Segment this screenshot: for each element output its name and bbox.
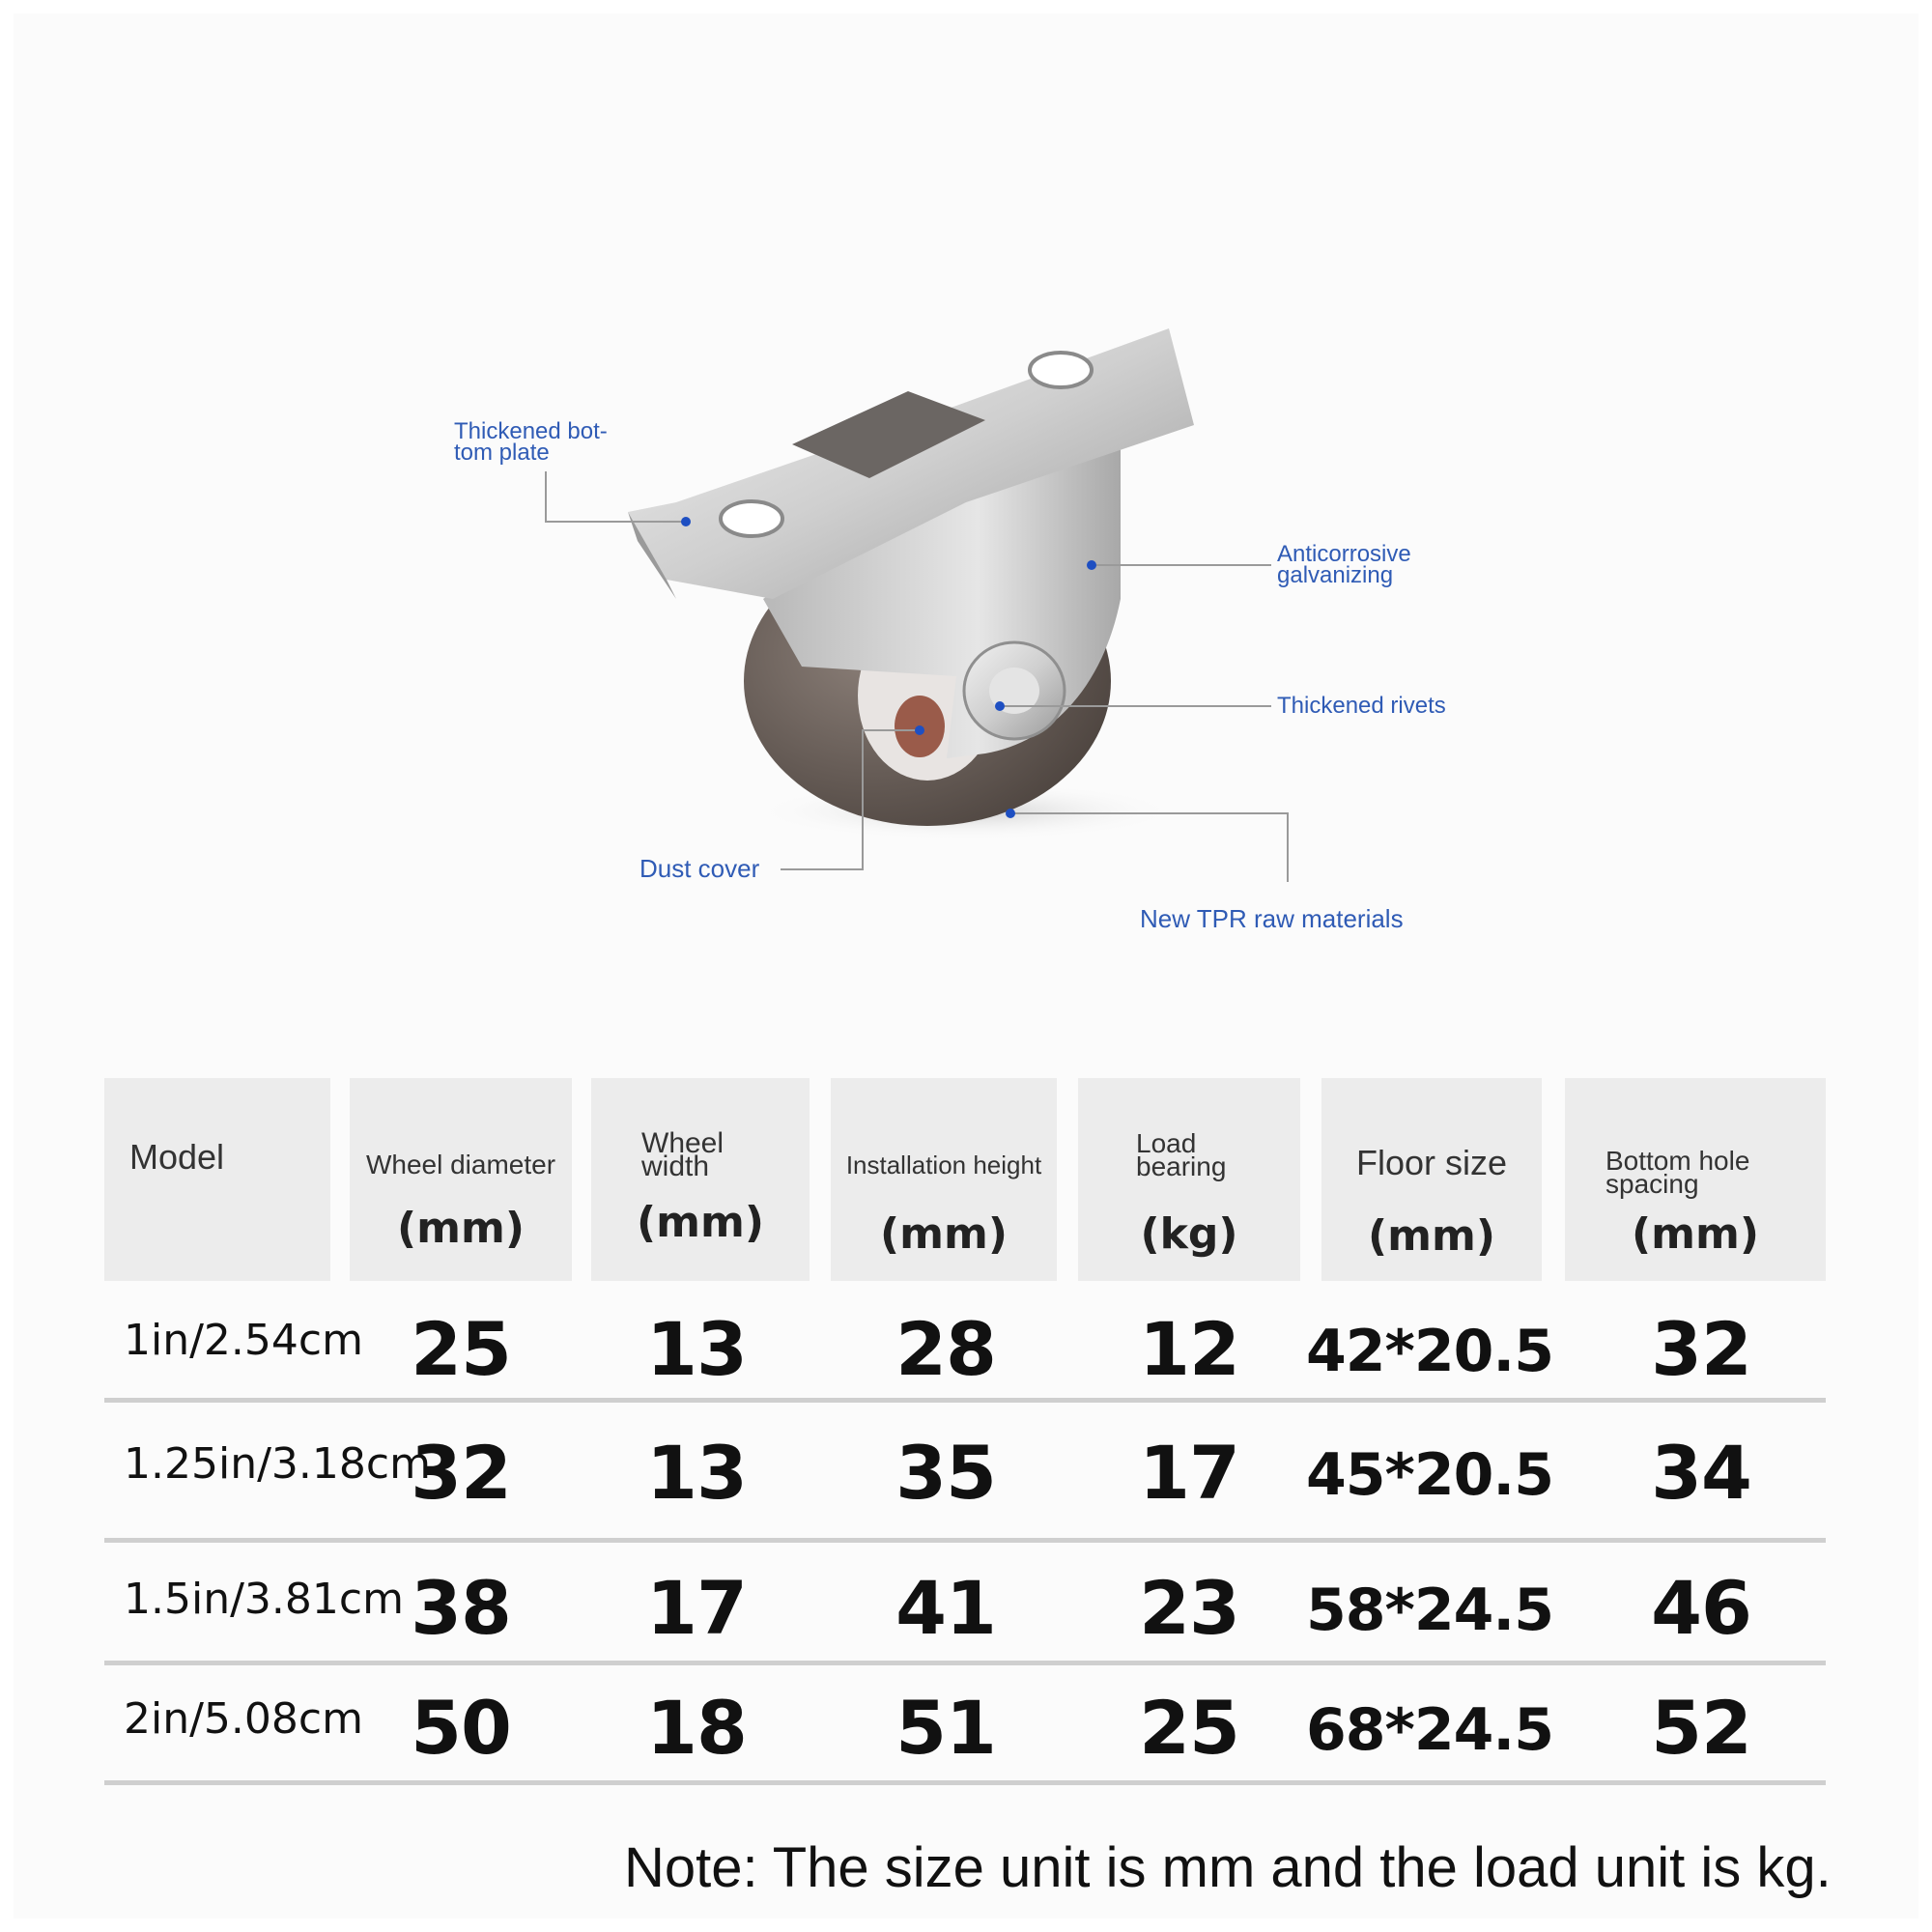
header-load-bearing (1078, 1078, 1300, 1281)
callout-rivets: Thickened rivets (1277, 693, 1446, 719)
header-wheel-width-line-2: width (641, 1151, 710, 1182)
cell-wheel-width: 17 (646, 1565, 747, 1651)
cell-load-bearing: 25 (1139, 1685, 1239, 1771)
cell-floor-size: 58*24.5 (1306, 1577, 1553, 1644)
cell-wheel-diameter: 25 (411, 1306, 511, 1392)
header-wheel-width (591, 1078, 810, 1281)
header-load-bearing-line-1: Load (1136, 1128, 1197, 1158)
header-load-bearing-label (1136, 1128, 1300, 1181)
cell-model: 1.25in/3.18cm (124, 1439, 431, 1489)
header-model-label: Model (129, 1137, 225, 1177)
table-row (104, 1418, 1826, 1524)
table-row (104, 1673, 1826, 1779)
cell-load-bearing: 12 (1139, 1306, 1239, 1392)
cell-wheel-diameter: 50 (411, 1685, 511, 1771)
callout-dust-cover: Dust cover (639, 854, 760, 883)
cell-floor-size: 68*24.5 (1306, 1696, 1553, 1764)
cell-load-bearing: 23 (1139, 1565, 1239, 1651)
header-floor-size-unit: (mm) (1368, 1211, 1495, 1261)
cell-installation-height: 41 (895, 1565, 996, 1651)
header-wheel-width-label (641, 1127, 810, 1182)
cell-bottom-hole-spacing: 52 (1651, 1685, 1751, 1771)
dot-bottom-plate (681, 517, 691, 526)
callout-galvanizing-line-2: galvanizing (1277, 562, 1394, 588)
cell-wheel-width: 18 (646, 1685, 747, 1771)
cell-model: 1.5in/3.81cm (124, 1575, 404, 1624)
header-wheel-diameter-unit: (mm) (397, 1204, 525, 1253)
cell-bottom-hole-spacing: 46 (1651, 1565, 1751, 1651)
callout-bottom-plate (454, 418, 608, 466)
cell-installation-height: 28 (895, 1306, 996, 1392)
cell-installation-height: 51 (895, 1685, 996, 1771)
header-installation-height (831, 1078, 1057, 1281)
table-row (104, 1294, 1826, 1401)
callout-bottom-plate-line-1: Thickened bot- (454, 418, 608, 444)
header-wheel-width-line-1: Wheel (641, 1127, 724, 1159)
header-floor-size-label: Floor size (1355, 1143, 1508, 1182)
row-divider (104, 1398, 1826, 1403)
mounting-hole-1 (721, 501, 782, 536)
dot-tpr (1006, 809, 1015, 818)
header-model (104, 1078, 330, 1281)
units-note: Note: The size unit is mm and the load unit is kg. (624, 1836, 1832, 1899)
cell-floor-size: 42*20.5 (1306, 1318, 1553, 1385)
table-row (104, 1553, 1826, 1660)
row-divider (104, 1661, 1826, 1665)
cell-model: 2in/5.08cm (124, 1694, 363, 1744)
header-floor-size (1321, 1078, 1542, 1281)
header-bottom-hole-spacing-line-2: spacing (1605, 1169, 1699, 1199)
header-installation-height-unit: (mm) (880, 1209, 1008, 1259)
dot-dust-cover (915, 725, 924, 735)
header-bottom-hole-spacing-unit: (mm) (1632, 1209, 1759, 1259)
header-load-bearing-unit: (kg) (1140, 1209, 1238, 1259)
header-wheel-diameter-label: Wheel diameter (365, 1150, 556, 1179)
cell-wheel-diameter: 38 (411, 1565, 511, 1651)
row-divider (104, 1538, 1826, 1543)
callout-galvanizing-line-1: Anticorrosive (1277, 541, 1411, 567)
dot-rivets (995, 701, 1005, 711)
header-wheel-width-unit: (mm) (637, 1198, 764, 1247)
callout-tpr: New TPR raw materials (1140, 904, 1404, 933)
cell-wheel-width: 13 (646, 1430, 747, 1516)
dot-galvanizing (1087, 560, 1096, 570)
row-divider (104, 1780, 1826, 1785)
cell-model: 1in/2.54cm (124, 1316, 363, 1365)
header-bottom-hole-spacing-label (1605, 1146, 1826, 1199)
header-bottom-hole-spacing (1565, 1078, 1826, 1281)
cell-load-bearing: 17 (1139, 1430, 1239, 1516)
header-bottom-hole-spacing-line-1: Bottom hole (1605, 1146, 1750, 1176)
header-load-bearing-line-2: bearing (1136, 1151, 1227, 1181)
header-installation-height-label: Installation height (845, 1151, 1042, 1179)
callout-bottom-plate-line-2: tom plate (454, 440, 550, 466)
cell-bottom-hole-spacing: 34 (1651, 1430, 1751, 1516)
cell-installation-height: 35 (895, 1430, 996, 1516)
header-wheel-diameter (350, 1078, 572, 1281)
callout-galvanizing (1277, 541, 1411, 588)
cell-floor-size: 45*20.5 (1306, 1441, 1553, 1509)
cell-wheel-diameter: 32 (411, 1430, 511, 1516)
cell-bottom-hole-spacing: 32 (1651, 1306, 1751, 1392)
cell-wheel-width: 13 (646, 1306, 747, 1392)
mounting-hole-2 (1030, 353, 1092, 387)
